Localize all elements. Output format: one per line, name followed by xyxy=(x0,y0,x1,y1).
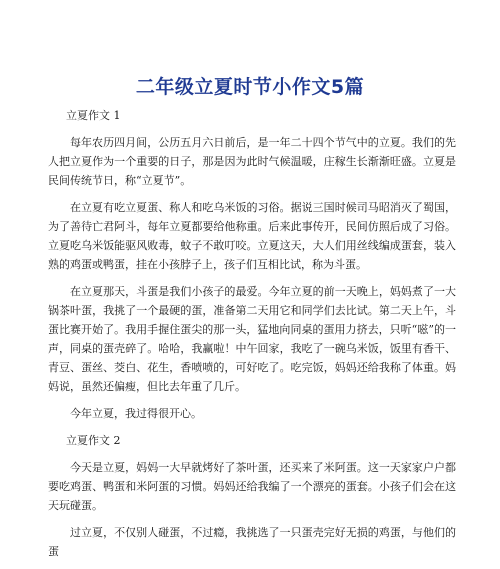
essay-1-paragraph-4: 今年立夏，我过得很开心。 xyxy=(70,407,202,420)
document-body xyxy=(48,106,456,569)
document-title: 二年级立夏时节小作文5篇 xyxy=(135,76,365,98)
essay-1-label: 立夏作文 1 xyxy=(66,109,121,122)
essay-1-paragraph-2: 在立夏有吃立夏蛋、称人和吃乌米饭的习俗。据说三国时候司马昭消灭了蜀国，为了善待亡君阿斗，每年立夏都要给他称重。后来此事传开，民间仿照后成了习俗。立夏吃乌米饭能驱风败毒，蚊子不敢叮咬。立夏这天，大人们用丝线编成蛋套，装入熟的鸡蛋或鸭蛋，挂在小孩脖子上，孩子们互相比试，称为斗蛋。 xyxy=(48,201,456,271)
essay-2-paragraph-2: 过立夏，不仅别人碰蛋，不过瘾，我挑选了一只蛋壳完好无损的鸡蛋，与他们的蛋 xyxy=(48,526,456,558)
essay-1-paragraph-3: 在立夏那天，斗蛋是我们小孩子的最爱。今年立夏的前一天晚上，妈妈煮了一大锅茶叶蛋，我挑了一个最硬的蛋，准备第二天用它和同学们去比试。第二天上午，斗蛋比赛开始了。我用手握住蛋尖的那一头，猛地向同桌的蛋用力挤去，只听“嗞”的一声，同桌的蛋壳碎了。哈哈，我赢啦！中午回家，我吃了一碗乌米饭，饭里有香干、青豆、蛋丝、茭白、花生，香喷喷的，可好吃了。吃完饭，妈妈还给我称了体重。妈妈说，虽然还偏瘦，但比去年重了几斤。 xyxy=(48,285,456,393)
essay-2-label: 立夏作文 2 xyxy=(66,434,121,447)
essay-2-paragraph-1: 今天是立夏，妈妈一大早就烤好了茶叶蛋，还买来了米阿蛋。这一天家家户户都要吃鸡蛋、鸭蛋和米阿蛋的习惯。妈妈还给我编了一个漂亮的蛋套。小孩子们会在这天玩碰蛋。 xyxy=(48,461,456,512)
essay-1-paragraph-1: 每年农历四月间，公历五月六日前后，是一年二十四个节气中的立夏。我们的先人把立夏作为一个重要的日子，那是因为此时气候温暖，庄稼生长渐渐旺盛。立夏是民间传统节日，称“立夏节”。 xyxy=(48,136,456,187)
